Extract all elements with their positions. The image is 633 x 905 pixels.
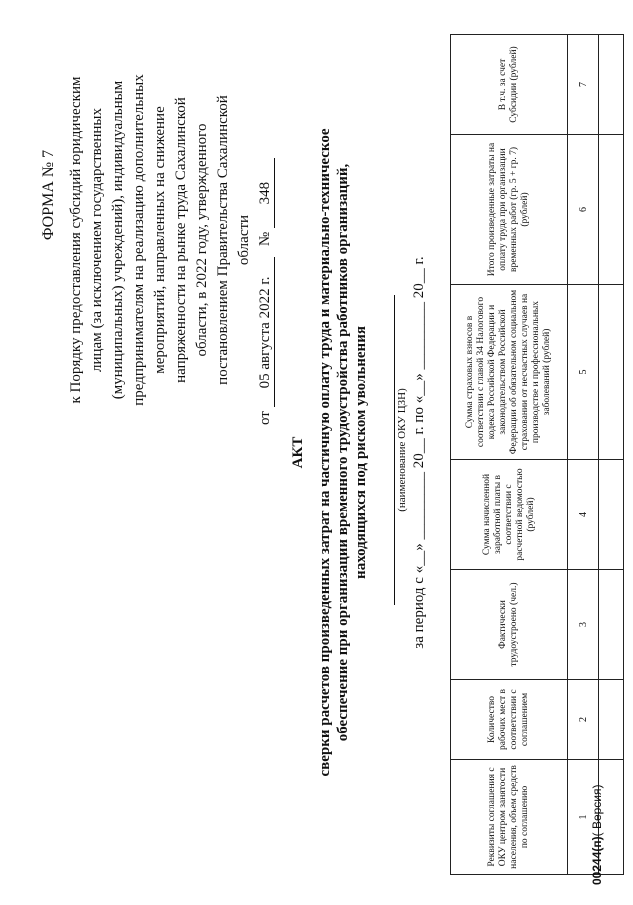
- header-date: [257, 45, 275, 425]
- date-prefix: от: [257, 411, 273, 425]
- table-number-row: [568, 35, 599, 875]
- header-line: напряженности на рынке труда Сахалинской: [173, 97, 189, 383]
- table-cell[interactable]: [599, 135, 624, 285]
- act-title: АКТ: [290, 436, 306, 469]
- header-line: предпринимателям на реализацию дополнительных: [131, 74, 147, 406]
- column-number: 1: [568, 760, 599, 875]
- period-line: за период с «__» _________ 20__ г. по «__» _________ 20__ г.: [411, 256, 427, 649]
- table-cell[interactable]: [599, 570, 624, 680]
- org-name-caption: (наименование ОКУ ЦЗН): [396, 388, 408, 512]
- version-code: 00244: [590, 851, 604, 885]
- table-row: [599, 35, 624, 875]
- date-value: 05 августа 2022 г.: [257, 257, 275, 407]
- column-number: 4: [568, 460, 599, 570]
- act-subtitle-line: обеспечение при организации временного трудоустройства работников организаций,: [335, 163, 351, 742]
- reconciliation-table: [450, 34, 624, 875]
- column-number: 5: [568, 285, 599, 460]
- version-suffix: (п): [590, 836, 604, 852]
- table-cell[interactable]: [599, 680, 624, 760]
- version-stamp: [590, 784, 604, 885]
- column-number: 6: [568, 135, 599, 285]
- org-name-line: [394, 295, 395, 605]
- act-subtitle-line: находящихся под риском увольнения: [353, 326, 369, 579]
- header-line: постановлением Правительства Сахалинской: [215, 95, 231, 385]
- header-text: [66, 45, 255, 435]
- header-cell: Количество рабочих мест в соответствии с соглашением: [451, 680, 568, 760]
- header-line: области, в 2022 году, утвержденного: [194, 123, 210, 357]
- header-cell: Сумма страховых взносов в соответствии с главой 34 Налогового кодекса Российской Федерации и законодательством Российской Федерации об обязательном социальном страховании от несчастных случаев на производстве и профессиональных заболеваний (рублей): [451, 285, 568, 460]
- column-number: 2: [568, 680, 599, 760]
- number-sign: №: [257, 231, 273, 247]
- table-cell[interactable]: [599, 35, 624, 135]
- resolution-number: 348: [257, 158, 275, 228]
- header-cell: Итого произведенные затраты на оплату труда при организации временных работ (гр. 5 + гр. 7) (рублей): [451, 135, 568, 285]
- form-title: ФОРМА № 7: [40, 149, 57, 241]
- act-subtitle: [316, 70, 370, 835]
- table-cell[interactable]: [599, 285, 624, 460]
- header-cell: Фактически трудоустроено (чел.): [451, 570, 568, 680]
- header-cell: Реквизиты соглашения с ОКУ центром занятости населения, объем средств по соглашению: [451, 760, 568, 875]
- version-label: ( Версия): [590, 784, 604, 837]
- table-header-row: [451, 35, 568, 875]
- header-line: (муниципальных) учреждений), индивидуальным: [110, 80, 126, 400]
- column-number: 3: [568, 570, 599, 680]
- header-line: к Порядку предоставления субсидий юридическим: [68, 76, 84, 404]
- header-line: лицам (за исключением государственных: [89, 108, 105, 372]
- table-cell[interactable]: [599, 460, 624, 570]
- header-line: области: [236, 214, 252, 266]
- header-cell: В т.ч. за счет Субсидии (рублей): [451, 35, 568, 135]
- act-subtitle-line: сверки расчетов произведенных затрат на частичную оплату труда и материально-техническое: [317, 128, 333, 777]
- header-line: мероприятий, направленных на снижение: [152, 106, 168, 374]
- column-number: 7: [568, 35, 599, 135]
- header-cell: Сумма начисленной заработной платы в соответствии с расчетной ведомостью (рублей): [451, 460, 568, 570]
